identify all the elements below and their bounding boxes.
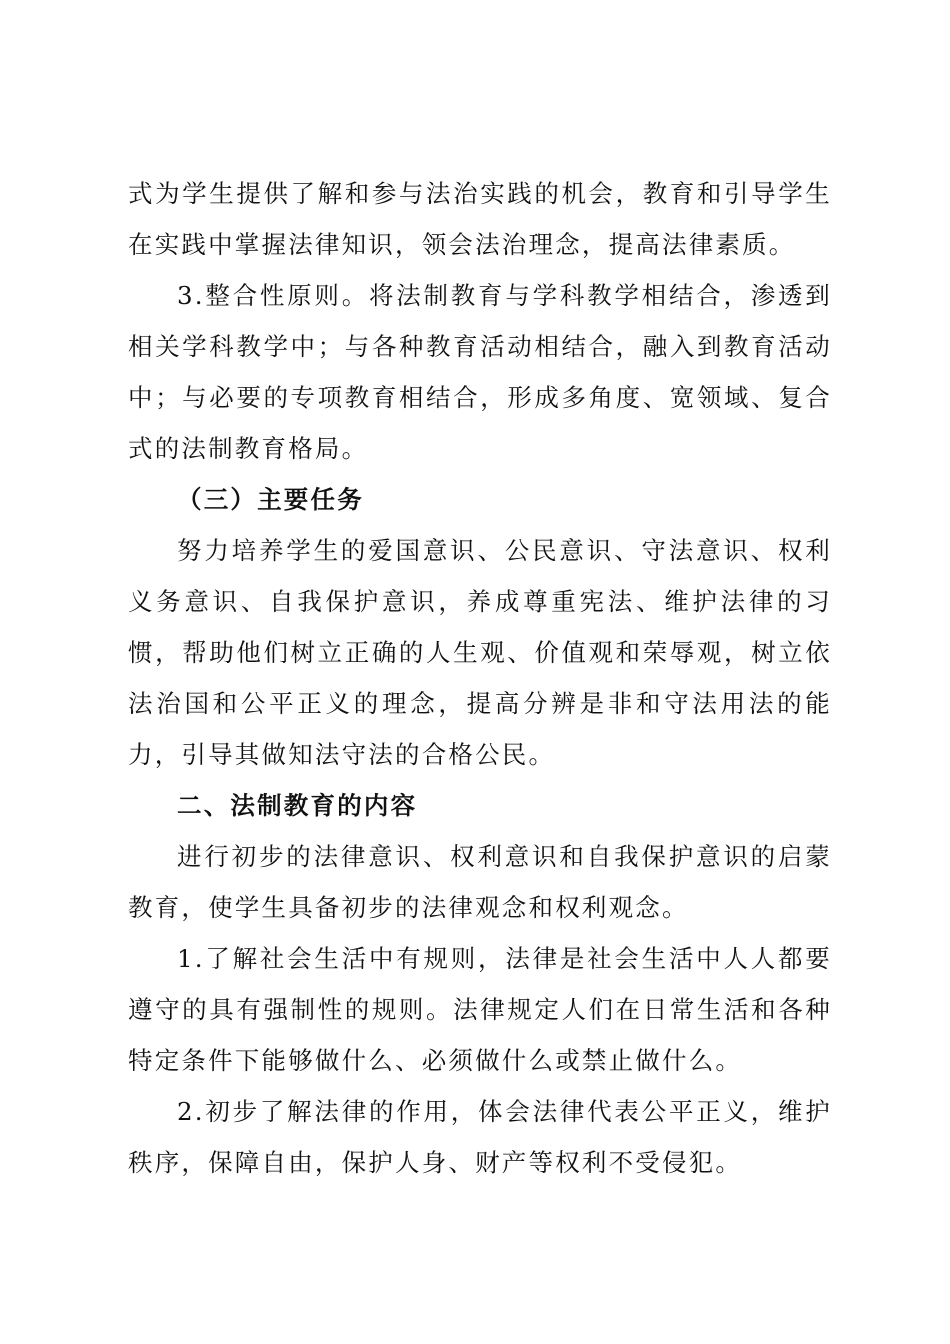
paragraph-item-1: 1.了解社会生活中有规则，法律是社会生活中人人都要遵守的具有强制性的规则。法律规定人们在日常生活和各种特定条件下能够做什么、必须做什么或禁止做什么。 [128, 944, 832, 1075]
paragraph-main-tasks: 努力培养学生的爱国意识、公民意识、守法意识、权利义务意识、自我保护意识，养成尊重宪法、维护法律的习惯，帮助他们树立正确的人生观、价值观和荣辱观，树立依法治国和公平正义的理念，提高分辨是非和守法用法的能力，引导其做知法守法的合格公民。 [128, 536, 832, 769]
section-heading-education-content: 二、法制教育的内容 [177, 791, 418, 820]
section-heading-main-tasks: （三）主要任务 [177, 485, 364, 514]
paragraph-item-2: 2.初步了解法律的作用，体会法律代表公平正义，维护秩序，保障自由，保护人身、财产等权利不受侵犯。 [128, 1097, 832, 1177]
paragraph-continuation: 式为学生提供了解和参与法治实践的机会，教育和引导学生在实践中掌握法律知识，领会法治理念，提高法律素质。 [128, 179, 832, 259]
document-body [128, 168, 832, 1188]
paragraph-education-content-intro: 进行初步的法律意识、权利意识和自我保护意识的启蒙教育，使学生具备初步的法律观念和权利观念。 [128, 842, 832, 922]
paragraph-integration-principle: 3.整合性原则。将法制教育与学科教学相结合，渗透到相关学科教学中；与各种教育活动相结合，融入到教育活动中；与必要的专项教育相结合，形成多角度、宽领域、复合式的法制教育格局。 [128, 281, 832, 463]
